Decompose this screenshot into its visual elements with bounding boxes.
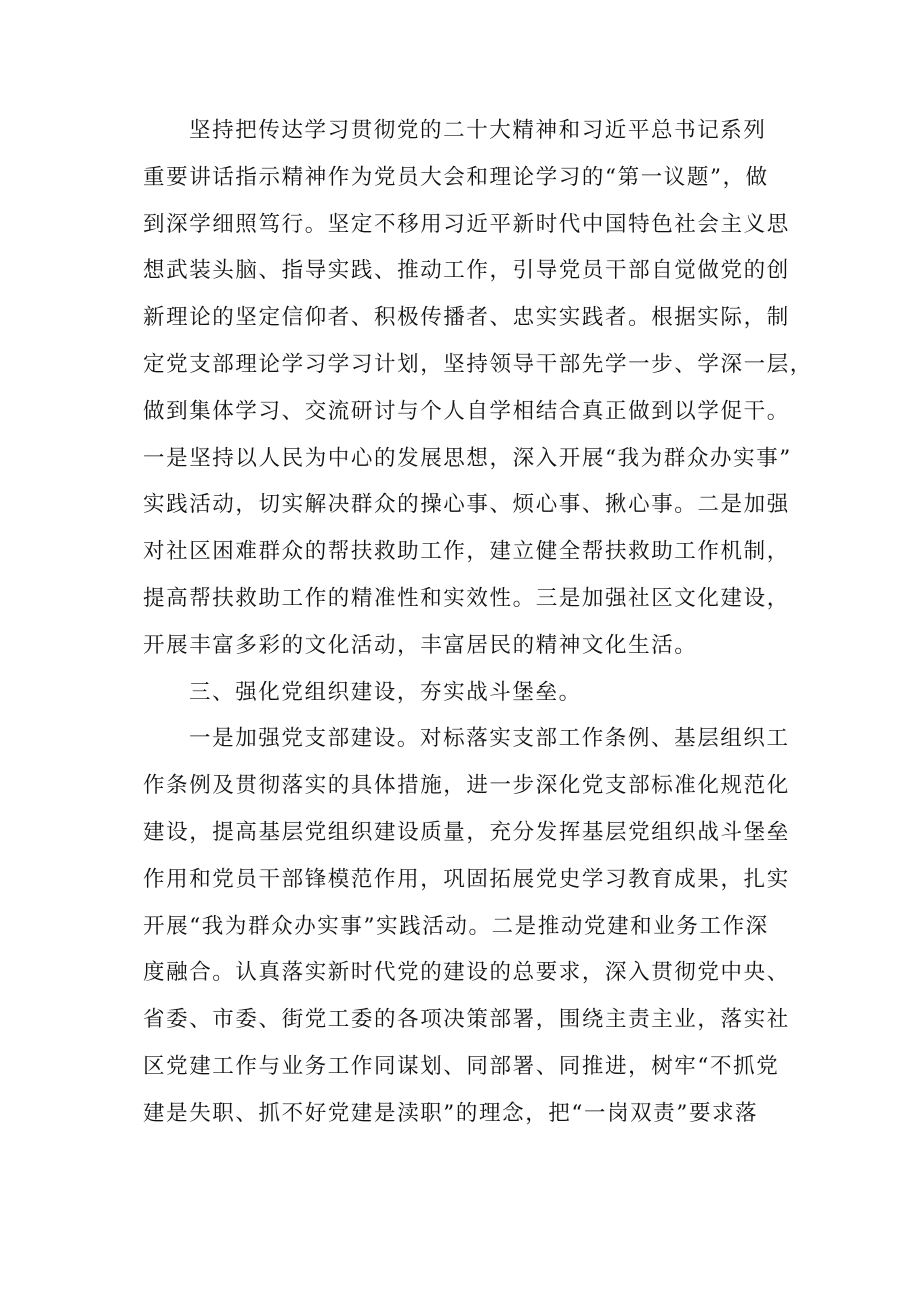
paragraph-1 — [143, 108, 813, 670]
paragraph-line: 提高帮扶救助工作的精准性和实效性。三是加强社区文化建设， — [143, 585, 790, 611]
section-heading: 三、强化党组织建设，夯实战斗堡垒。 — [189, 679, 582, 705]
paragraph-line: 区党建工作与业务工作同谋划、同部署、同推进，树牢“不抓党 — [143, 1053, 780, 1079]
paragraph-line: 建设，提高基层党组织建设质量，充分发挥基层党组织战斗堡垒 — [143, 819, 790, 845]
paragraph-line: 一是坚持以人民为中心的发展思想，深入开展“我为群众办实事” — [143, 445, 792, 471]
paragraph-line: 定党支部理论学习学习计划，坚持领导干部先学一步、学深一层， — [143, 351, 813, 377]
paragraph-line: 开展“我为群众办实事”实践活动。二是推动党建和业务工作深 — [143, 913, 769, 939]
document-body — [143, 108, 813, 1138]
paragraph-line: 作条例及贯彻落实的具体措施，进一步深化党支部标准化规范化 — [143, 773, 790, 799]
paragraph-line: 坚持把传达学习贯彻党的二十大精神和习近平总书记系列 — [189, 118, 767, 143]
paragraph-line: 开展丰富多彩的文化活动，丰富居民的精神文化生活。 — [143, 632, 698, 658]
paragraph-line: 想武装头脑、指导实践、推动工作，引导党员干部自觉做党的创 — [143, 258, 790, 284]
paragraph-line: 新理论的坚定信仰者、积极传播者、忠实实践者。根据实际，制 — [143, 305, 790, 331]
paragraph-line: 度融合。认真落实新时代党的建设的总要求，深入贯彻党中央、 — [143, 960, 790, 986]
paragraph-line: 重要讲话指示精神作为党员大会和理论学习的“第一议题”，做 — [143, 164, 769, 190]
paragraph-line: 省委、市委、街党工委的各项决策部署，围绕主责主业，落实社 — [143, 1007, 790, 1033]
paragraph-2 — [143, 716, 803, 1137]
paragraph-line: 做到集体学习、交流研讨与个人自学相结合真正做到以学促干。 — [143, 398, 790, 424]
paragraph-line: 实践活动，切实解决群众的操心事、烦心事、揪心事。二是加强 — [143, 492, 790, 518]
paragraph-line: 作用和党员干部锋模范作用，巩固拓展党史学习教育成果，扎实 — [143, 866, 790, 892]
paragraph-line: 一是加强党支部建设。对标落实支部工作条例、基层组织工 — [189, 726, 790, 752]
paragraph-line: 对社区困难群众的帮扶救助工作，建立健全帮扶救助工作机制， — [143, 539, 790, 565]
paragraph-line: 建是失职、抓不好党建是渎职”的理念，把“一岗双责”要求落 — [143, 1100, 759, 1126]
paragraph-line: 到深学细照笃行。坚定不移用习近平新时代中国特色社会主义思 — [143, 211, 790, 237]
